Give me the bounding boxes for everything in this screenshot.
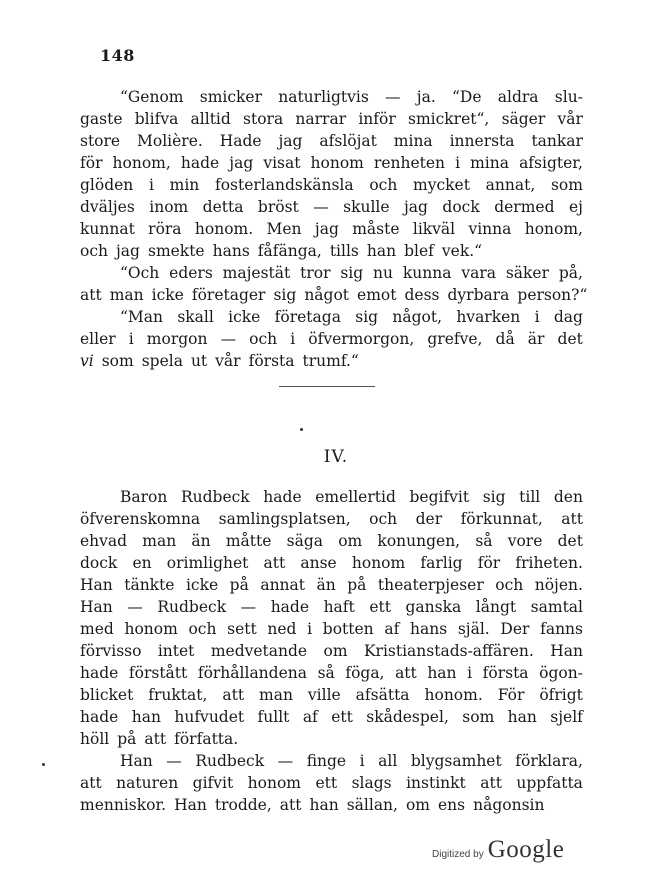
watermark-brand: Google xyxy=(487,836,565,863)
text-line: hade förstått förhållandena så föga, att han i första ögon- xyxy=(80,664,583,682)
text-line: dock en orimlighet att anse honom farlig för friheten. xyxy=(80,554,583,572)
watermark-prefix: Digitized by xyxy=(432,849,484,860)
text-line: att naturen gifvit honom ett slags instinkt att uppfatta xyxy=(80,774,583,792)
text-line: och jag smekte hans fåfänga, tills han blef vek.“ xyxy=(80,242,483,260)
text-line: menniskor. Han trodde, att han sällan, om ens någonsin xyxy=(80,796,545,814)
text-line: store Molière. Hade jag afslöjat mina innersta tankar xyxy=(80,132,583,150)
scan-speck xyxy=(300,428,303,431)
text-line: med honom och sett ned i botten af hans själ. Der fanns xyxy=(80,620,583,638)
text-line: dväljes inom detta bröst — skulle jag dock dermed ej xyxy=(80,198,583,216)
text-line: Han tänkte icke på annat än på theaterpjeser och nöjen. xyxy=(80,576,583,594)
text-line: “Och eders majestät tror sig nu kunna vara säker på, xyxy=(120,264,583,282)
text-line: Baron Rudbeck hade emellertid begifvit sig till den xyxy=(120,488,583,506)
text-line: ehvad man än måtte säga om konungen, så vore det xyxy=(80,532,583,550)
section-heading: IV. xyxy=(323,447,349,467)
text-line: vi som spela ut vår första trumf.“ xyxy=(80,352,359,370)
page-number: 148 xyxy=(100,46,135,65)
text-line: att man icke företager sig något emot dess dyrbara person?“ xyxy=(80,286,588,304)
digitized-watermark xyxy=(432,836,564,864)
text-line: hade han hufvudet fullt af ett skådespel, som han sjelf xyxy=(80,708,583,726)
text-line: “Genom smicker naturligtvis — ja. “De aldra slu- xyxy=(120,88,583,106)
text-line: kunnat röra honom. Men jag måste likväl vinna honom, xyxy=(80,220,583,238)
text-line: förvisso intet medvetande om Kristianstads-affären. Han xyxy=(80,642,583,660)
text-line: höll på att författa. xyxy=(80,730,239,748)
text-block-top xyxy=(80,86,588,372)
section-divider xyxy=(279,386,375,387)
scan-speck xyxy=(42,763,45,766)
text-line: Han — Rudbeck — hade haft ett ganska långt samtal xyxy=(80,598,583,616)
text-line: blicket fruktat, att man ville afsätta honom. För öfrigt xyxy=(80,686,583,704)
text-line: Han — Rudbeck — finge i all blygsamhet förklara, xyxy=(120,752,583,770)
text-line: gaste blifva alltid stora narrar inför smickret“, säger vår xyxy=(80,110,583,128)
text-line: öfverenskomna samlingsplatsen, och der förkunnat, att xyxy=(80,510,583,528)
text-block-bottom xyxy=(80,486,583,816)
text-line: eller i morgon — och i öfvermorgon, grefve, då är det xyxy=(80,330,583,348)
text-line: “Man skall icke företaga sig något, hvarken i dag xyxy=(120,308,583,326)
text-line: glöden i min fosterlandskänsla och mycket annat, som xyxy=(80,176,583,194)
text-line: för honom, hade jag visat honom renheten i mina afsigter, xyxy=(80,154,583,172)
